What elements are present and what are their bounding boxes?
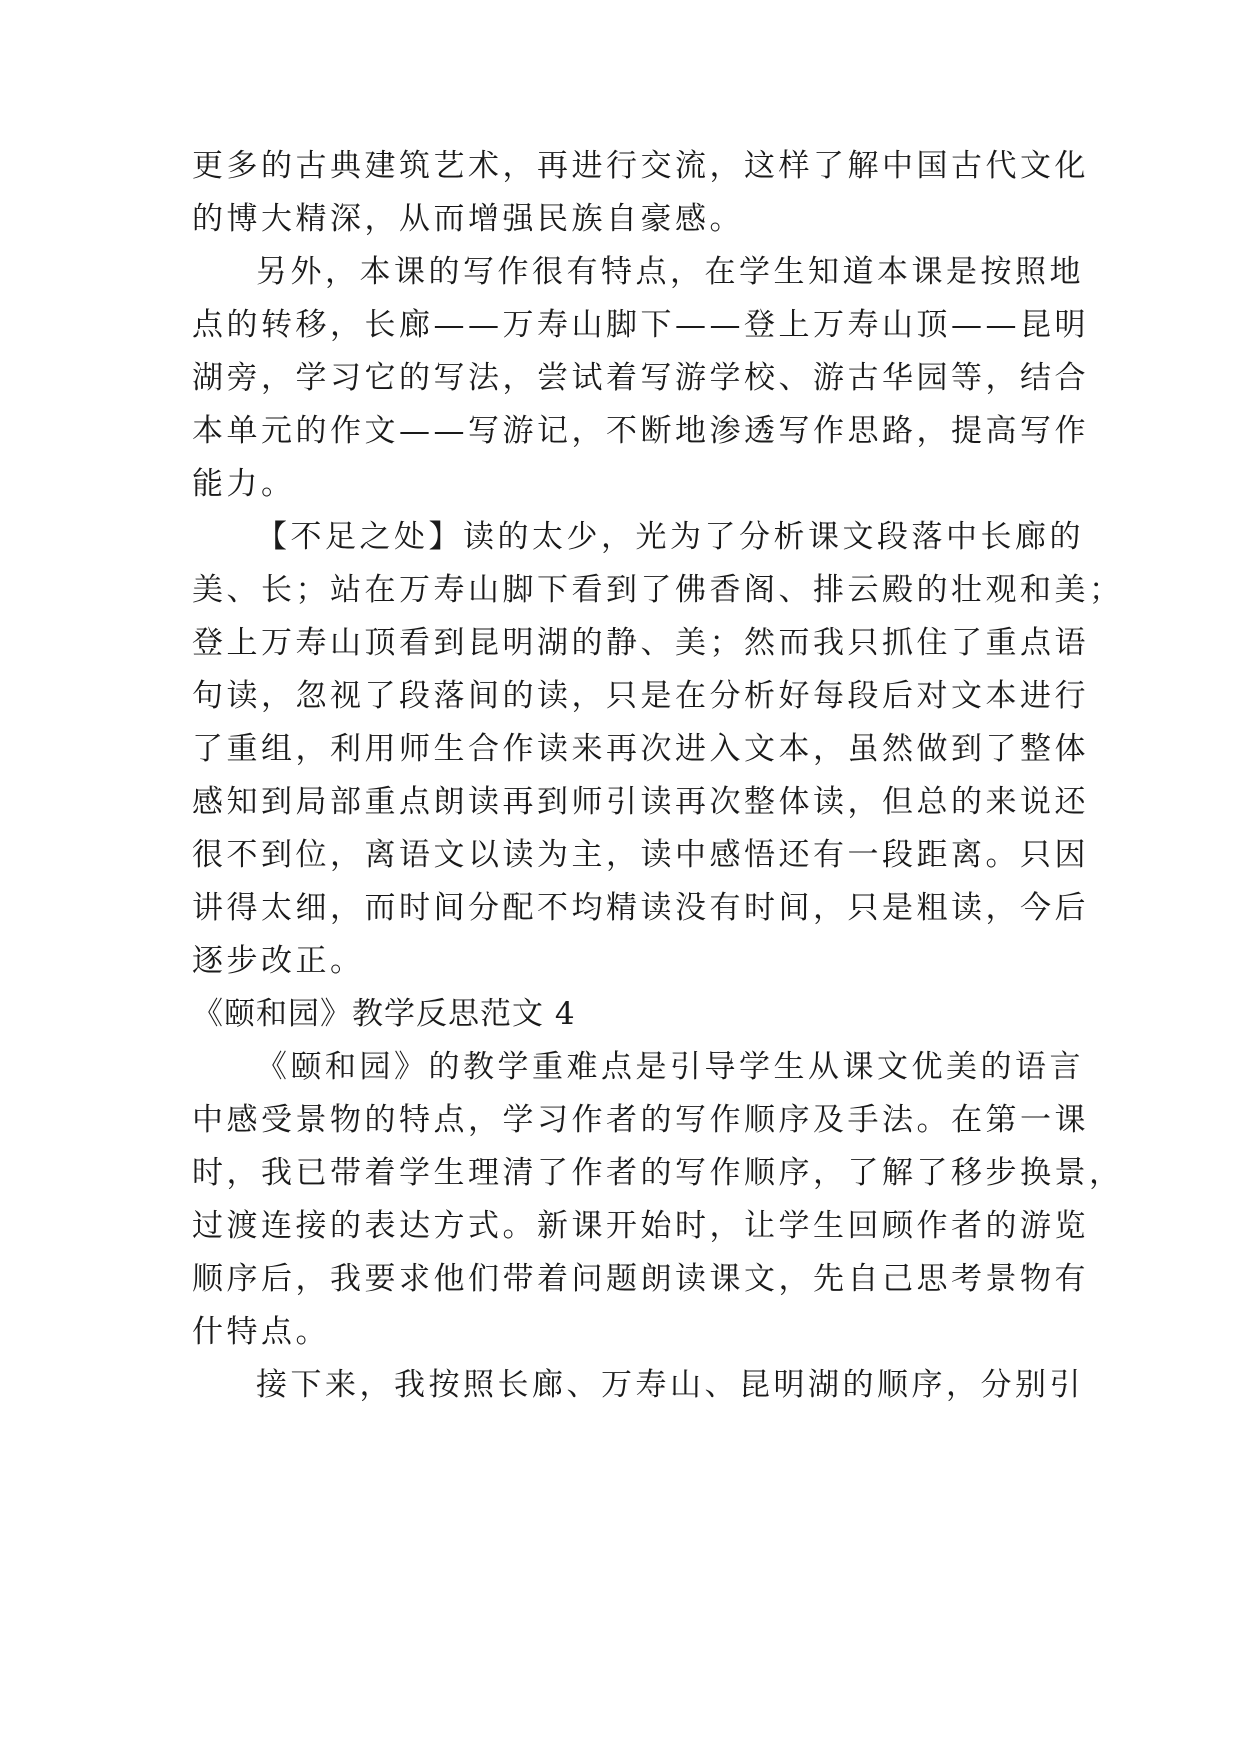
text-line: 讲得太细，而时间分配不均精读没有时间，只是粗读，今后: [192, 890, 1089, 926]
text-line: 感知到局部重点朗读再到师引读再次整体读，但总的来说还: [192, 784, 1089, 820]
text-line: 中感受景物的特点，学习作者的写作顺序及手法。在第一课: [192, 1102, 1089, 1138]
text-line: 本单元的作文——写游记，不断地渗透写作思路，提高写作: [192, 413, 1089, 449]
paragraph-start: 《颐和园》的教学重难点是引导学生从课文优美的语言: [256, 1049, 1084, 1085]
text-line: 登上万寿山顶看到昆明湖的静、美；然而我只抓住了重点语: [192, 625, 1089, 661]
paragraph-start: 接下来，我按照长廊、万寿山、昆明湖的顺序，分别引: [256, 1367, 1084, 1403]
text-line: 句读，忽视了段落间的读，只是在分析好每段后对文本进行: [192, 678, 1089, 714]
text-line: 能力。: [192, 466, 296, 502]
text-line: 顺序后，我要求他们带着问题朗读课文，先自己思考景物有: [192, 1261, 1089, 1297]
text-line: 更多的古典建筑艺术，再进行交流，这样了解中国古代文化: [192, 148, 1089, 184]
text-line: 时，我已带着学生理清了作者的写作顺序，了解了移步换景，: [192, 1155, 1124, 1191]
text-line: 过渡连接的表达方式。新课开始时，让学生回顾作者的游览: [192, 1208, 1089, 1244]
section-heading: 《颐和园》教学反思范文 4: [192, 996, 576, 1032]
text-line: 湖旁，学习它的写法，尝试着写游学校、游古华园等，结合: [192, 360, 1089, 396]
paragraph-start: 【不足之处】读的太少，光为了分析课文段落中长廊的: [256, 519, 1084, 555]
text-line: 很不到位，离语文以读为主，读中感悟还有一段距离。只因: [192, 837, 1089, 873]
text-line: 了重组，利用师生合作读来再次进入文本，虽然做到了整体: [192, 731, 1089, 767]
text-line: 什特点。: [192, 1314, 330, 1350]
text-line: 美、长；站在万寿山脚下看到了佛香阁、排云殿的壮观和美；: [192, 572, 1124, 608]
text-line: 的博大精深，从而增强民族自豪感。: [192, 201, 744, 237]
text-line: 点的转移，长廊——万寿山脚下——登上万寿山顶——昆明: [192, 307, 1089, 343]
text-line: 逐步改正。: [192, 943, 365, 979]
paragraph-start: 另外，本课的写作很有特点，在学生知道本课是按照地: [256, 254, 1084, 290]
